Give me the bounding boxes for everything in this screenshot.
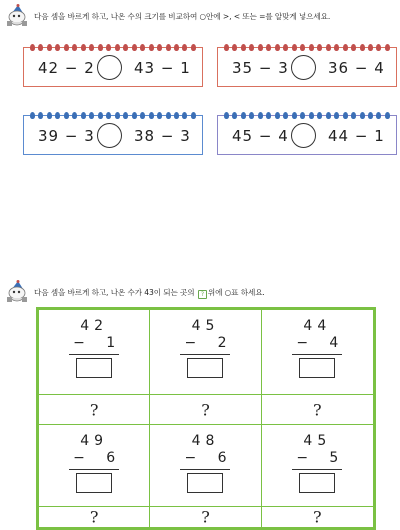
- binder-ring: [275, 44, 280, 51]
- binder-ring: [258, 112, 263, 119]
- compare-card-2: [217, 47, 397, 87]
- answer-circle[interactable]: [97, 123, 122, 148]
- binder-ring: [326, 112, 331, 119]
- question-mark[interactable]: ?: [89, 400, 99, 419]
- mark-cell-4[interactable]: [39, 507, 150, 527]
- binder-ring: [64, 44, 69, 51]
- binder-ring: [317, 112, 322, 119]
- subtrahend: 4: [329, 335, 339, 351]
- binder-ring: [174, 112, 179, 119]
- binder-ring: [351, 112, 356, 119]
- binder-ring: [106, 44, 111, 51]
- binder-ring: [64, 112, 69, 119]
- binder-ring: [115, 44, 120, 51]
- binder-ring: [38, 44, 43, 51]
- answer-circle[interactable]: [291, 55, 316, 80]
- binder-ring: [368, 44, 373, 51]
- mark-cell-2[interactable]: [150, 395, 261, 425]
- question-mark[interactable]: ?: [201, 400, 210, 419]
- binder-ring: [106, 112, 111, 119]
- binder-ring: [300, 44, 305, 51]
- binder-ring: [72, 44, 77, 51]
- binder-ring: [157, 112, 162, 119]
- mark-cell-3[interactable]: [262, 395, 373, 425]
- binder-rings: [30, 112, 196, 120]
- sum-line: [180, 469, 230, 470]
- binder-rings: [224, 44, 390, 52]
- instruction-2-pre: 다음 셈을 바르게 하고, 나온 수가 43이 되는 곳의: [34, 288, 195, 297]
- binder-ring: [55, 112, 60, 119]
- sum-line: [180, 354, 230, 355]
- binder-ring: [385, 112, 390, 119]
- subtrahend: 6: [106, 450, 116, 466]
- mark-cell-1[interactable]: [39, 395, 150, 425]
- binder-ring: [174, 44, 179, 51]
- instruction-2-post: 위에 ○표 하세요.: [207, 288, 265, 297]
- binder-ring: [123, 112, 128, 119]
- question-mark[interactable]: ?: [201, 507, 210, 527]
- binder-ring: [376, 44, 381, 51]
- binder-ring: [266, 112, 271, 119]
- right-expression: 38 − 3: [134, 127, 191, 145]
- binder-ring: [360, 44, 365, 51]
- answer-box[interactable]: [299, 358, 335, 378]
- right-expression: 36 − 4: [328, 59, 385, 77]
- problem-cell-6: [262, 425, 373, 507]
- answer-circle[interactable]: [291, 123, 316, 148]
- left-expression: 42 − 2: [38, 59, 95, 77]
- binder-ring: [343, 112, 348, 119]
- question-mark[interactable]: ?: [313, 400, 322, 419]
- binder-ring: [140, 44, 145, 51]
- binder-ring: [166, 44, 171, 51]
- binder-ring: [182, 44, 187, 51]
- binder-ring: [166, 112, 171, 119]
- binder-ring: [309, 112, 314, 119]
- binder-ring: [149, 112, 154, 119]
- binder-ring: [224, 44, 229, 51]
- binder-ring: [360, 112, 365, 119]
- minuend: 49: [80, 433, 109, 449]
- binder-ring: [191, 44, 196, 51]
- answer-box[interactable]: [187, 358, 223, 378]
- binder-ring: [283, 44, 288, 51]
- instruction-2: [34, 287, 265, 299]
- answer-box[interactable]: [187, 473, 223, 493]
- question-mark[interactable]: ?: [313, 507, 322, 527]
- binder-ring: [81, 44, 86, 51]
- binder-ring: [232, 44, 237, 51]
- instruction-1: 다음 셈을 바르게 하고, 나온 수의 크기를 비교하여 ○안에 >, < 또는 =를 알맞게 넣으세요.: [34, 12, 331, 21]
- right-expression: 43 − 1: [134, 59, 191, 77]
- subtraction-grid: [36, 307, 376, 530]
- binder-ring: [317, 44, 322, 51]
- binder-ring: [81, 112, 86, 119]
- minuend: 42: [80, 318, 109, 334]
- question-mark[interactable]: ?: [89, 507, 99, 527]
- binder-ring: [334, 44, 339, 51]
- minuend: 45: [303, 433, 332, 449]
- binder-ring: [182, 112, 187, 119]
- binder-ring: [123, 44, 128, 51]
- binder-ring: [55, 44, 60, 51]
- right-expression: 44 − 1: [328, 127, 385, 145]
- binder-ring: [241, 44, 246, 51]
- binder-ring: [292, 112, 297, 119]
- left-expression: 45 − 4: [232, 127, 289, 145]
- binder-ring: [309, 44, 314, 51]
- minuend: 44: [303, 318, 332, 334]
- binder-ring: [326, 44, 331, 51]
- binder-ring: [132, 44, 137, 51]
- subtrahend: 1: [106, 335, 116, 351]
- sum-line: [292, 469, 342, 470]
- subtrahend: 5: [329, 450, 339, 466]
- problem-cell-5: [150, 425, 261, 507]
- binder-ring: [258, 44, 263, 51]
- minus-sign: −: [73, 450, 85, 466]
- binder-ring: [30, 44, 35, 51]
- answer-circle[interactable]: [97, 55, 122, 80]
- binder-ring: [275, 112, 280, 119]
- mark-cell-5[interactable]: [150, 507, 261, 527]
- binder-ring: [149, 44, 154, 51]
- minus-sign: −: [296, 450, 309, 466]
- sum-line: [69, 469, 119, 470]
- binder-ring: [334, 112, 339, 119]
- left-expression: 35 − 3: [232, 59, 289, 77]
- sum-line: [69, 354, 119, 355]
- binder-ring: [30, 112, 35, 119]
- binder-ring: [157, 44, 162, 51]
- binder-ring: [98, 112, 103, 119]
- binder-rings: [224, 112, 390, 120]
- binder-ring: [376, 112, 381, 119]
- compare-card-1: [23, 47, 203, 87]
- binder-ring: [343, 44, 348, 51]
- binder-ring: [292, 44, 297, 51]
- binder-ring: [283, 112, 288, 119]
- minus-sign: −: [184, 450, 197, 466]
- minuend: 45: [191, 318, 220, 334]
- binder-ring: [232, 112, 237, 119]
- binder-ring: [72, 112, 77, 119]
- binder-rings: [30, 44, 196, 52]
- binder-ring: [47, 112, 52, 119]
- question-box-icon: ?: [198, 290, 207, 299]
- binder-ring: [140, 112, 145, 119]
- binder-ring: [191, 112, 196, 119]
- problem-cell-4: [39, 425, 150, 507]
- binder-ring: [249, 44, 254, 51]
- minuend: 48: [191, 433, 220, 449]
- binder-ring: [266, 44, 271, 51]
- binder-ring: [47, 44, 52, 51]
- binder-ring: [38, 112, 43, 119]
- binder-ring: [351, 44, 356, 51]
- binder-ring: [115, 112, 120, 119]
- answer-box[interactable]: [76, 473, 112, 493]
- binder-ring: [132, 112, 137, 119]
- sum-line: [292, 354, 342, 355]
- compare-card-3: [23, 115, 203, 155]
- binder-ring: [241, 112, 246, 119]
- answer-box[interactable]: [299, 473, 335, 493]
- problem-cell-1: [39, 310, 150, 395]
- binder-ring: [89, 112, 94, 119]
- left-expression: 39 − 3: [38, 127, 95, 145]
- binder-ring: [224, 112, 229, 119]
- mark-cell-6[interactable]: [262, 507, 373, 527]
- binder-ring: [300, 112, 305, 119]
- binder-ring: [249, 112, 254, 119]
- subtrahend: 6: [217, 450, 227, 466]
- binder-ring: [385, 44, 390, 51]
- binder-ring: [368, 112, 373, 119]
- mascot-icon: [4, 4, 30, 28]
- answer-box[interactable]: [76, 358, 112, 378]
- minus-sign: −: [296, 335, 309, 351]
- binder-ring: [89, 44, 94, 51]
- mascot-icon: [4, 280, 30, 304]
- compare-card-4: [217, 115, 397, 155]
- problem-cell-3: [262, 310, 373, 395]
- minus-sign: −: [73, 335, 85, 351]
- binder-ring: [98, 44, 103, 51]
- problem-cell-2: [150, 310, 261, 395]
- minus-sign: −: [184, 335, 197, 351]
- subtrahend: 2: [217, 335, 227, 351]
